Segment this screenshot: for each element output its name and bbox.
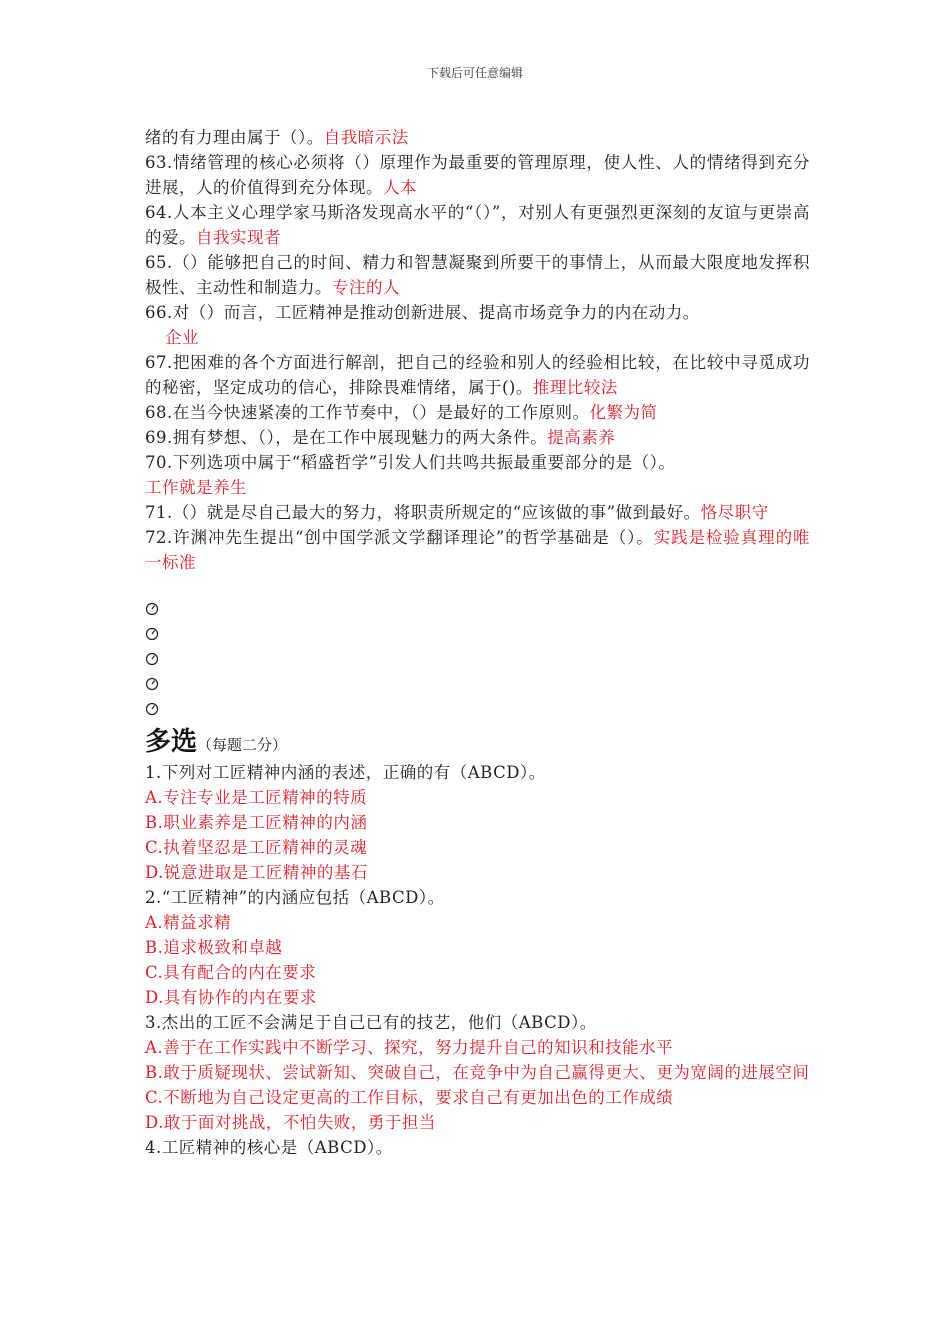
question-70	[145, 450, 810, 475]
multi-question-3: 3.杰出的工匠不会满足于自己已有的技艺，他们（ABCD）。	[145, 1013, 597, 1032]
multi-question-1: 1.下列对工匠精神内涵的表述，正确的有（ABCD）。	[145, 763, 546, 782]
answer-text: 专注的人	[332, 278, 400, 297]
question-text: 64.人本主义心理学家马斯洛发现高水平的“（）”，对别人有更强烈更深刻的友谊与更崇高的爱。	[145, 203, 810, 247]
question-text: 69.拥有梦想、（），是在工作中展现魅力的两大条件。	[145, 428, 548, 447]
answer-text: 自我暗示法	[323, 128, 409, 147]
clock-icon	[145, 597, 159, 622]
question-text: 63.情绪管理的核心必须将（）原理作为最重要的管理原理，使人性、人的情绪得到充分进展，人的价值得到充分体现。	[145, 153, 810, 197]
answer-66	[145, 325, 810, 350]
answer-text: 恪尽职守	[700, 503, 769, 522]
answer-text: 自我实现者	[196, 228, 281, 247]
question-72	[145, 525, 810, 575]
question-text: 70.下列选项中属于“稻盛哲学”引发人们共鸣共振最重要部分的是（）。	[145, 453, 676, 472]
answer-text: 推理比较法	[532, 378, 618, 397]
section-title: 多选	[145, 727, 198, 757]
option-text: D.具有协作的内在要求	[145, 988, 317, 1007]
clock-icon	[145, 697, 159, 722]
section-heading-multi	[145, 724, 810, 760]
question-text: 绪的有力理由属于（）。	[145, 128, 324, 147]
question-66	[145, 300, 810, 325]
option-text: B.追求极致和卓越	[145, 938, 283, 957]
answer-text: 企业	[165, 328, 199, 347]
question-text: 71.（）就是尽自己最大的努力，将职责所规定的“应该做的事”做到最好。	[145, 503, 701, 522]
question-64	[145, 200, 810, 250]
option-text: C.执着坚忍是工匠精神的灵魂	[145, 838, 368, 857]
option-text: A.专注专业是工匠精神的特质	[145, 788, 368, 807]
clock-icon-list	[145, 597, 810, 722]
answer-text: 提高素养	[547, 428, 616, 447]
page-header-note: 下载后可任意编辑	[426, 66, 523, 80]
clock-icon	[145, 647, 159, 672]
clock-icon	[145, 622, 159, 647]
option-text: B.职业素养是工匠精神的内涵	[145, 813, 368, 832]
option-text: C.不断地为自己设定更高的工作目标，要求自己有更加出色的工作成绩	[145, 1088, 674, 1107]
option-text: C.具有配合的内在要求	[145, 963, 317, 982]
multi-question-4: 4.工匠精神的核心是（ABCD）。	[145, 1138, 393, 1157]
answer-text: 人本	[383, 178, 417, 197]
question-67	[145, 350, 810, 400]
option-text: D.敢于面对挑战，不怕失败，勇于担当	[145, 1113, 436, 1132]
question-68	[145, 400, 810, 425]
question-69	[145, 425, 810, 450]
document-body	[145, 125, 810, 1160]
section-subtitle: （每题二分）	[197, 736, 288, 754]
question-65	[145, 250, 810, 300]
option-text: A.精益求精	[145, 913, 232, 932]
question-71	[145, 500, 810, 525]
question-text: 66.对（）而言，工匠精神是推动创新进展、提高市场竞争力的内在动力。	[145, 303, 700, 322]
question-62-cont	[145, 125, 810, 150]
question-text: 65.（）能够把自己的时间、精力和智慧凝聚到所要干的事情上，从而最大限度地发挥积极性、主动性和制造力。	[145, 253, 810, 297]
question-63	[145, 150, 810, 200]
question-text: 68.在当今快速紧凑的工作节奏中，（）是最好的工作原则。	[145, 403, 590, 422]
clock-icon	[145, 672, 159, 697]
answer-70	[145, 475, 810, 500]
answer-text: 化繁为简	[589, 403, 658, 422]
option-text: B.敢于质疑现状、尝试新知、突破自己，在竞争中为自己赢得更大、更为宽阔的进展空间	[145, 1063, 810, 1082]
multi-question-2: 2.“工匠精神”的内涵应包括（ABCD）。	[145, 888, 445, 907]
answer-text: 实践是检验真理的唯一标准	[145, 528, 810, 572]
option-text: A.善于在工作实践中不断学习、探究，努力提升自己的知识和技能水平	[145, 1038, 674, 1057]
answer-text: 工作就是养生	[145, 478, 247, 497]
option-text: D.锐意进取是工匠精神的基石	[145, 863, 368, 882]
question-text: 72.许渊冲先生提出“创中国学派文学翻译理论”的哲学基础是（）。	[145, 528, 654, 547]
question-text: 67.把困难的各个方面进行解剖，把自己的经验和别人的经验相比较，在比较中寻觅成功的秘密，坚定成功的信心，排除畏难情绪，属于()。	[145, 353, 810, 397]
